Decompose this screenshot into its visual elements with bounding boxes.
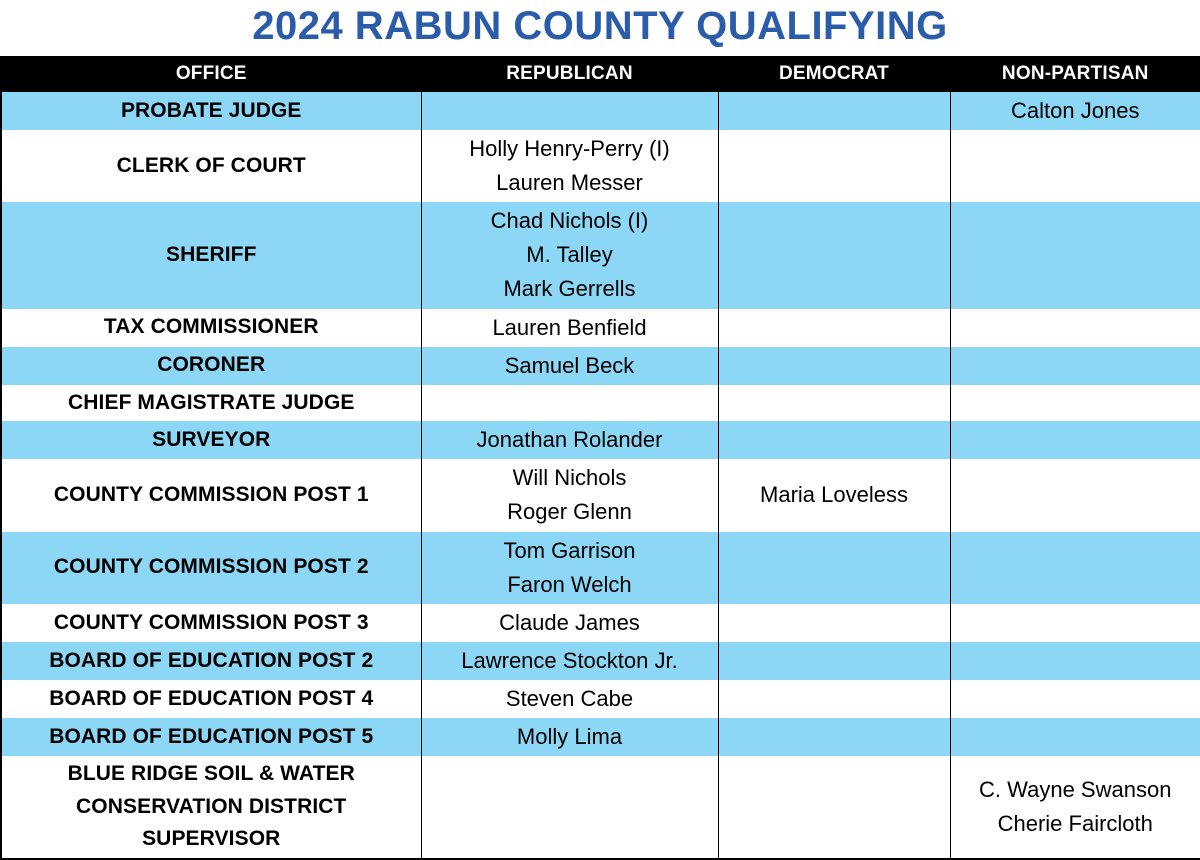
qualifying-table — [0, 56, 1200, 860]
cell-office-line: TAX COMMISSIONER — [103, 315, 319, 339]
cell-democrat — [718, 385, 950, 422]
cell-democrat — [718, 347, 950, 385]
cell-republican-line: Mark Gerrells — [503, 276, 636, 302]
cell-office — [1, 642, 421, 680]
cell-republican-line: Will Nichols — [512, 465, 627, 491]
cell-democrat — [718, 130, 950, 202]
cell-office-line: SUPERVISOR — [142, 827, 281, 851]
cell-democrat — [718, 642, 950, 680]
cell-democrat — [718, 92, 950, 131]
cell-republican — [421, 347, 718, 385]
cell-democrat — [718, 532, 950, 604]
cell-republican — [421, 604, 718, 642]
cell-democrat — [718, 680, 950, 718]
cell-office — [1, 459, 421, 531]
cell-republican — [421, 718, 718, 756]
cell-office — [1, 202, 421, 308]
column-header-office: OFFICE — [1, 57, 421, 92]
cell-republican — [421, 756, 718, 859]
table-row — [1, 459, 1200, 531]
table-row — [1, 718, 1200, 756]
cell-republican-line: Chad Nichols (I) — [490, 208, 649, 234]
cell-office-line: BOARD OF EDUCATION POST 4 — [49, 686, 374, 710]
cell-republican-line: Molly Lima — [516, 724, 623, 750]
cell-republican-line: Claude James — [499, 609, 640, 635]
table-row — [1, 347, 1200, 385]
cell-democrat-line: Maria Loveless — [760, 482, 908, 508]
cell-democrat — [718, 756, 950, 859]
cell-republican — [421, 309, 718, 347]
cell-republican-line: M. Talley — [526, 242, 613, 268]
cell-office-line: BOARD OF EDUCATION POST 2 — [49, 648, 374, 672]
table-row — [1, 756, 1200, 859]
cell-republican — [421, 385, 718, 422]
cell-republican — [421, 421, 718, 459]
table-row — [1, 92, 1200, 131]
table-header — [1, 57, 1200, 92]
cell-republican — [421, 680, 718, 718]
cell-democrat — [718, 309, 950, 347]
cell-republican-line: Roger Glenn — [507, 499, 632, 525]
cell-republican-line: Steven Cabe — [505, 685, 634, 711]
cell-office-line: SHERIFF — [165, 243, 257, 267]
cell-office — [1, 756, 421, 859]
cell-office — [1, 718, 421, 756]
cell-office-line: COUNTY COMMISSION POST 2 — [53, 555, 369, 579]
cell-office-line: COUNTY COMMISSION POST 3 — [53, 610, 369, 634]
cell-non-partisan — [950, 718, 1200, 756]
cell-democrat — [718, 459, 950, 531]
page-title: 2024 RABUN COUNTY QUALIFYING — [252, 4, 948, 48]
cell-republican-line: Faron Welch — [507, 571, 632, 597]
cell-non-partisan — [950, 756, 1200, 859]
column-header-non-partisan: NON-PARTISAN — [950, 57, 1200, 92]
cell-office — [1, 604, 421, 642]
table-row — [1, 421, 1200, 459]
cell-non-partisan — [950, 92, 1200, 131]
table-row — [1, 680, 1200, 718]
cell-democrat — [718, 202, 950, 308]
cell-non-partisan — [950, 347, 1200, 385]
cell-office-line: PROBATE JUDGE — [120, 98, 302, 122]
cell-non-partisan — [950, 532, 1200, 604]
cell-democrat — [718, 421, 950, 459]
cell-office — [1, 385, 421, 422]
cell-republican-line: Lawrence Stockton Jr. — [461, 647, 678, 673]
cell-non-partisan — [950, 421, 1200, 459]
cell-non-partisan — [950, 202, 1200, 308]
column-header-republican: REPUBLICAN — [421, 57, 718, 92]
cell-non-partisan — [950, 459, 1200, 531]
table-row — [1, 202, 1200, 308]
cell-office — [1, 532, 421, 604]
cell-republican — [421, 92, 718, 131]
cell-office — [1, 130, 421, 202]
cell-republican — [421, 642, 718, 680]
cell-office — [1, 421, 421, 459]
cell-non-partisan — [950, 604, 1200, 642]
cell-office — [1, 92, 421, 131]
cell-office-line: CORONER — [157, 353, 266, 377]
cell-office-line: COUNTY COMMISSION POST 1 — [53, 483, 369, 507]
cell-office-line: CHIEF MAGISTRATE JUDGE — [68, 390, 355, 414]
cell-non-partisan — [950, 130, 1200, 202]
cell-office-line: BLUE RIDGE SOIL & WATER — [67, 762, 355, 786]
cell-non-partisan-line: Calton Jones — [1011, 98, 1140, 123]
cell-office — [1, 347, 421, 385]
cell-democrat — [718, 718, 950, 756]
cell-office-line: BOARD OF EDUCATION POST 5 — [49, 724, 374, 748]
cell-republican-line: Tom Garrison — [503, 537, 636, 563]
cell-office-line: SURVEYOR — [152, 428, 271, 452]
cell-republican — [421, 130, 718, 202]
cell-office-line: CLERK OF COURT — [116, 153, 306, 177]
cell-republican-line: Samuel Beck — [504, 352, 635, 378]
cell-office-line: CONSERVATION DISTRICT — [76, 794, 347, 818]
table-header-row — [1, 57, 1200, 92]
table-row — [1, 532, 1200, 604]
cell-republican-line: Lauren Benfield — [492, 314, 647, 340]
cell-office — [1, 309, 421, 347]
table-body — [1, 92, 1200, 859]
column-header-democrat: DEMOCRAT — [718, 57, 950, 92]
cell-republican — [421, 532, 718, 604]
table-row — [1, 130, 1200, 202]
cell-non-partisan — [950, 309, 1200, 347]
table-row — [1, 604, 1200, 642]
cell-non-partisan-line: C. Wayne Swanson — [979, 776, 1172, 802]
table-row — [1, 385, 1200, 422]
cell-non-partisan — [950, 385, 1200, 422]
cell-republican-line: Holly Henry-Perry (I) — [469, 136, 670, 162]
cell-non-partisan — [950, 680, 1200, 718]
cell-republican-line: Lauren Messer — [496, 170, 643, 196]
table-row — [1, 642, 1200, 680]
cell-democrat — [718, 604, 950, 642]
cell-republican-line: Jonathan Rolander — [476, 427, 663, 453]
cell-republican — [421, 202, 718, 308]
cell-office — [1, 680, 421, 718]
cell-non-partisan — [950, 642, 1200, 680]
cell-republican — [421, 459, 718, 531]
table-row — [1, 309, 1200, 347]
cell-non-partisan-line: Cherie Faircloth — [997, 810, 1153, 836]
